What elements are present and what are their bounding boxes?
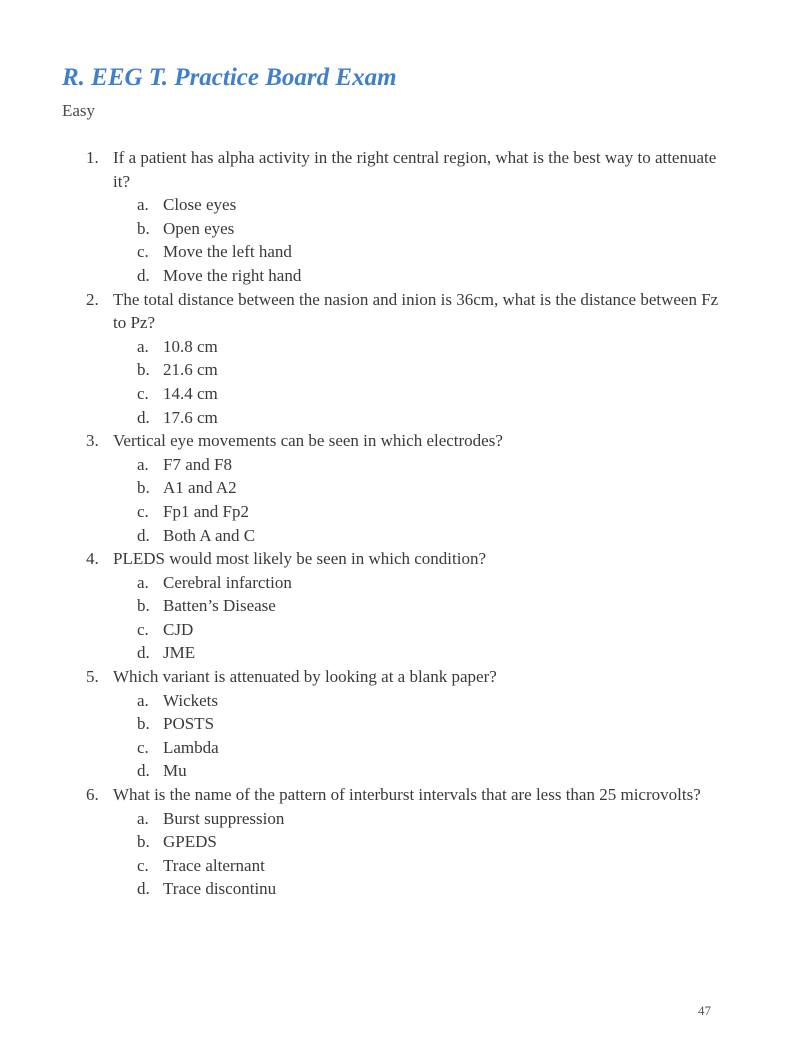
- option-letter: d.: [137, 265, 150, 285]
- option-text: Both A and C: [163, 525, 256, 545]
- question-number: 3.: [86, 431, 99, 451]
- option-letter: a.: [137, 195, 149, 215]
- option-letter: b.: [137, 218, 150, 238]
- answer-options: [0, 571, 794, 665]
- question-number: 2.: [86, 289, 99, 309]
- answer-option: [0, 877, 794, 901]
- answer-option: [0, 618, 794, 642]
- option-letter: b.: [137, 714, 150, 734]
- question-item: [0, 288, 794, 430]
- answer-option: [0, 264, 794, 288]
- answer-option: [0, 736, 794, 760]
- option-letter: c.: [137, 737, 149, 757]
- question-text: PLEDS would most likely be seen in which condition?: [113, 549, 487, 569]
- answer-option: [0, 335, 794, 359]
- option-letter: b.: [137, 360, 150, 380]
- question-number: 5.: [86, 667, 99, 687]
- option-text: Cerebral infarction: [163, 572, 292, 592]
- option-text: Fp1 and Fp2: [163, 501, 249, 521]
- answer-option: [0, 476, 794, 500]
- option-letter: d.: [137, 879, 150, 899]
- answer-options: [0, 689, 794, 783]
- answer-option: [0, 712, 794, 736]
- answer-option: [0, 594, 794, 618]
- answer-option: [0, 807, 794, 831]
- question-text: What is the name of the pattern of interburst intervals that are less than 25 microvolts?: [113, 785, 701, 805]
- option-text: GPEDS: [163, 832, 217, 852]
- option-text: Batten’s Disease: [163, 596, 276, 616]
- option-text: Burst suppression: [163, 808, 285, 828]
- difficulty-label: Easy: [62, 101, 96, 120]
- option-letter: c.: [137, 501, 149, 521]
- option-letter: d.: [137, 525, 150, 545]
- option-letter: a.: [137, 572, 149, 592]
- question-item: [0, 547, 794, 665]
- option-text: Move the left hand: [163, 242, 292, 262]
- option-letter: a.: [137, 690, 149, 710]
- answer-options: [0, 193, 794, 287]
- question-item: [0, 783, 794, 901]
- question-text: If a patient has alpha activity in the right central region, what is the best way to attenuate it?: [113, 148, 717, 191]
- option-letter: d.: [137, 643, 150, 663]
- option-letter: a.: [137, 336, 149, 356]
- answer-option: [0, 524, 794, 548]
- option-text: Move the right hand: [163, 265, 302, 285]
- option-text: A1 and A2: [163, 478, 237, 498]
- option-letter: b.: [137, 478, 150, 498]
- answer-option: [0, 193, 794, 217]
- option-letter: a.: [137, 808, 149, 828]
- option-text: Lambda: [163, 737, 219, 757]
- answer-option: [0, 382, 794, 406]
- answer-options: [0, 807, 794, 901]
- option-letter: c.: [137, 855, 149, 875]
- question-item: [0, 665, 794, 783]
- option-text: Trace alternant: [163, 855, 265, 875]
- answer-option: [0, 689, 794, 713]
- option-text: F7 and F8: [163, 454, 232, 474]
- option-text: 10.8 cm: [163, 336, 218, 356]
- answer-options: [0, 335, 794, 429]
- answer-option: [0, 453, 794, 477]
- option-text: Close eyes: [163, 195, 237, 215]
- option-letter: b.: [137, 832, 150, 852]
- question-list: [0, 146, 794, 901]
- answer-option: [0, 500, 794, 524]
- option-letter: d.: [137, 407, 150, 427]
- option-letter: a.: [137, 454, 149, 474]
- option-letter: d.: [137, 761, 150, 781]
- option-text: 14.4 cm: [163, 383, 218, 403]
- option-text: CJD: [163, 619, 194, 639]
- page-number: 47: [698, 1003, 711, 1018]
- answer-options: [0, 453, 794, 547]
- answer-option: [0, 854, 794, 878]
- question-number: 6.: [86, 785, 99, 805]
- page-title: R. EEG T. Practice Board Exam: [62, 64, 397, 91]
- option-text: Wickets: [163, 690, 219, 710]
- answer-option: [0, 358, 794, 382]
- answer-option: [0, 217, 794, 241]
- question-item: [0, 429, 794, 547]
- question-item: [0, 146, 794, 288]
- option-text: 17.6 cm: [163, 407, 218, 427]
- question-text: Which variant is attenuated by looking at a blank paper?: [113, 667, 497, 687]
- option-text: POSTS: [163, 714, 215, 734]
- question-text: The total distance between the nasion and inion is 36cm, what is the distance between Fz to Pz?: [113, 289, 719, 333]
- question-number: 4.: [86, 549, 99, 569]
- answer-option: [0, 759, 794, 783]
- option-text: Open eyes: [163, 218, 235, 238]
- answer-option: [0, 240, 794, 264]
- option-letter: c.: [137, 242, 149, 262]
- option-letter: c.: [137, 383, 149, 403]
- answer-option: [0, 406, 794, 430]
- question-text: Vertical eye movements can be seen in which electrodes?: [113, 431, 503, 451]
- answer-option: [0, 830, 794, 854]
- option-text: JME: [163, 643, 196, 663]
- question-number: 1.: [86, 148, 99, 167]
- option-letter: b.: [137, 596, 150, 616]
- option-text: Trace discontinu: [163, 879, 277, 899]
- answer-option: [0, 641, 794, 665]
- option-text: 21.6 cm: [163, 360, 218, 380]
- answer-option: [0, 571, 794, 595]
- option-letter: c.: [137, 619, 149, 639]
- option-text: Mu: [163, 761, 187, 781]
